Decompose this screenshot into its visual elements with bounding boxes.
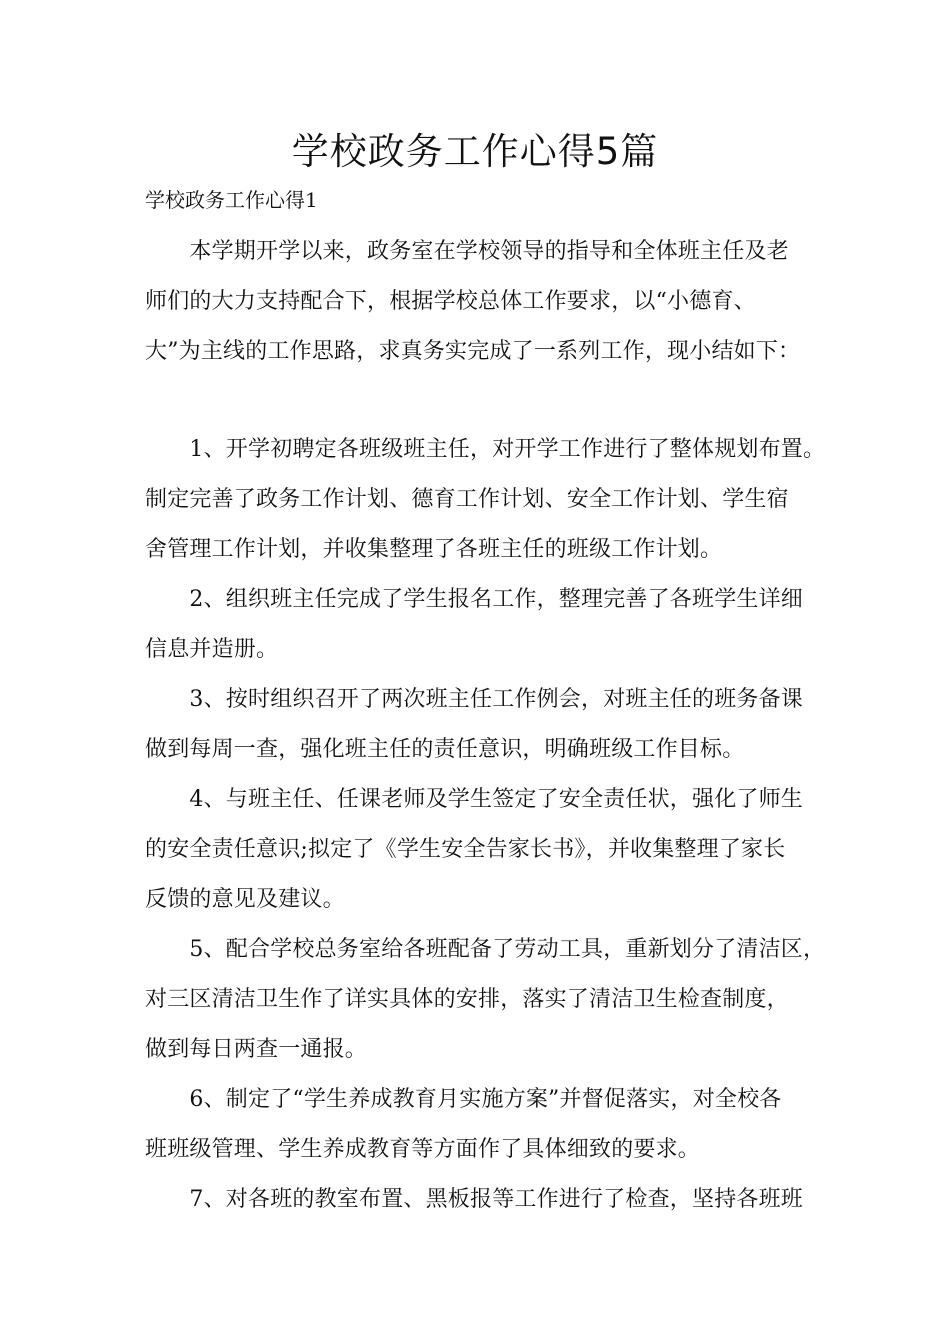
body-text-line: 的安全责任意识;拟定了《学生安全告家长书》，并收集整理了家长 [145,837,786,862]
document-title: 学校政务工作心得5篇 [291,130,659,173]
body-text-line: 7、对各班的教室布置、黑板报等工作进行了检查，坚持各班班 [145,1187,803,1212]
body-text-line: 1、开学初聘定各班级班主任，对开学工作进行了整体规划布置。 [145,437,826,462]
body-text-line: 5、配合学校总务室给各班配备了劳动工具，重新划分了清洁区， [145,937,826,962]
body-text-line: 对三区清洁卫生作了详实具体的安排，落实了清洁卫生检查制度， [145,987,789,1012]
body-text-line: 3、按时组织召开了两次班主任工作例会，对班主任的班务备课 [145,687,803,712]
body-text-line: 6、制定了“学生养成教育月实施方案”并督促落实，对全校各 [145,1087,782,1112]
body-text-line: 师们的大力支持配合下，根据学校总体工作要求，以“小德育、 [145,289,756,314]
body-text-line: 做到每日两查一通报。 [145,1037,368,1062]
body-text-line: 本学期开学以来，政务室在学校领导的指导和全体班主任及老 [145,239,789,264]
body-text-line: 舍管理工作计划，并收集整理了各班主任的班级工作计划。 [145,537,723,562]
body-text-line: 做到每周一查，强化班主任的责任意识，明确班级工作目标。 [145,737,745,762]
body-text-line: 2、组织班主任完成了学生报名工作，整理完善了各班学生详细 [145,587,803,612]
body-text-line: 班班级管理、学生养成教育等方面作了具体细致的要求。 [145,1137,701,1162]
body-text-line: 信息并造册。 [145,637,279,662]
body-text-line: 反馈的意见及建议。 [145,887,345,912]
body-text-line: 大”为主线的工作思路，求真务实完成了一系列工作，现小结如下： [145,339,801,364]
body-text-line: 制定完善了政务工作计划、德育工作计划、安全工作计划、学生宿 [145,487,789,512]
body-text-line: 4、与班主任、任课老师及学生签定了安全责任状，强化了师生 [145,787,803,812]
section-heading: 学校政务工作心得1 [145,188,318,212]
